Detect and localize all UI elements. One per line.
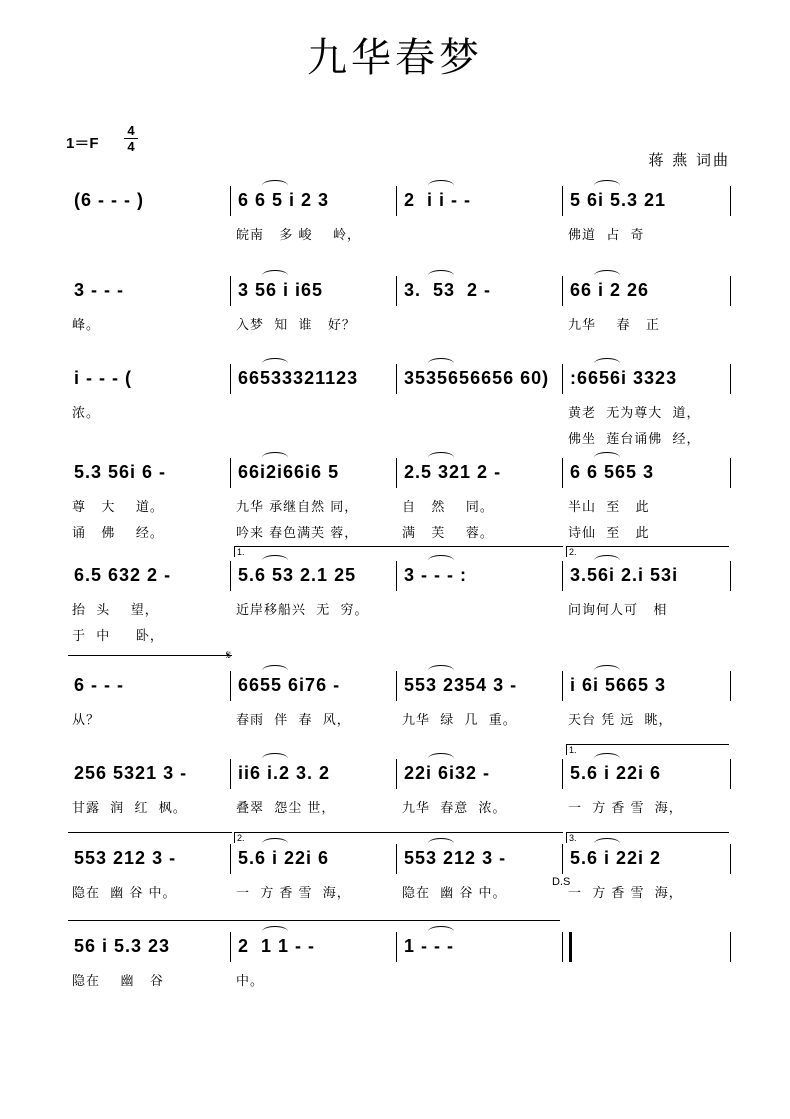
notes-row bbox=[68, 675, 732, 705]
score-system bbox=[0, 675, 790, 775]
measure-notes: 6655 6i76 - bbox=[238, 675, 341, 695]
bar-line bbox=[230, 276, 231, 306]
bar-line bbox=[730, 671, 731, 701]
bar-line bbox=[396, 186, 397, 216]
measure-notes: 5.6 i 22i 2 bbox=[570, 848, 662, 868]
slur bbox=[262, 665, 288, 676]
bar-line bbox=[562, 561, 563, 591]
lyric-text: 诵 佛 经。 bbox=[72, 526, 164, 541]
separator-line bbox=[68, 655, 232, 656]
lyric-text: 春雨 伴 春 风， bbox=[236, 713, 351, 728]
lyric-text: 隐在 幽 谷 中。 bbox=[402, 886, 507, 901]
time-signature-top: 4 bbox=[127, 123, 135, 138]
bar-line bbox=[396, 759, 397, 789]
bar-line bbox=[562, 844, 563, 874]
notes-row bbox=[68, 763, 732, 793]
lyric-text: 天台 凭 远 眺， bbox=[568, 713, 673, 728]
lyric-text: 叠翠 怨尘 世， bbox=[236, 801, 336, 816]
lyric-text: 一 方 香 雪 海， bbox=[236, 886, 351, 901]
measure-notes: 6.5 632 2 - bbox=[74, 565, 172, 585]
bar-line bbox=[396, 276, 397, 306]
bar-line bbox=[230, 932, 231, 962]
measure-notes: 553 212 3 - bbox=[74, 848, 177, 868]
slur bbox=[428, 452, 454, 463]
lyric-text: 九华 绿 几 重。 bbox=[402, 713, 517, 728]
volta-bracket-2: 2. bbox=[234, 832, 563, 843]
bar-line bbox=[562, 364, 563, 394]
ds-marking: D.S bbox=[552, 876, 571, 888]
slur bbox=[262, 270, 288, 281]
bar-line bbox=[230, 364, 231, 394]
bar-line bbox=[562, 458, 563, 488]
slur bbox=[594, 452, 620, 463]
slur bbox=[262, 180, 288, 191]
measure-notes: 1 - - - bbox=[404, 936, 454, 956]
measure-notes: 6 6 565 3 bbox=[570, 462, 655, 482]
composer-credit: 蒋 燕 词曲 bbox=[648, 151, 730, 169]
measure-notes: 2.5 321 2 - bbox=[404, 462, 502, 482]
notes-row bbox=[68, 190, 732, 220]
lyric-text: 吟来 春色满芙 蓉， bbox=[236, 526, 359, 541]
bar-line bbox=[730, 844, 731, 874]
time-signature bbox=[124, 124, 138, 153]
slur bbox=[594, 180, 620, 191]
bar-line bbox=[230, 186, 231, 216]
score-system bbox=[0, 190, 790, 290]
volta-bracket-2: 2. bbox=[566, 546, 729, 557]
bar-line bbox=[730, 458, 731, 488]
lyric-text: 自 然 同。 bbox=[402, 500, 494, 515]
notes-row bbox=[68, 848, 732, 878]
slur bbox=[428, 926, 454, 937]
lyric-text: 隐在 幽 谷 bbox=[72, 974, 164, 989]
measure-notes: 22i 6i32 - bbox=[404, 763, 491, 783]
measure-notes: 6 6 5 i 2 3 bbox=[238, 190, 330, 210]
measure-notes: ii6 i.2 3. 2 bbox=[238, 763, 331, 783]
bar-line bbox=[230, 671, 231, 701]
slur bbox=[594, 270, 620, 281]
bar-line bbox=[396, 561, 397, 591]
bar-line bbox=[396, 458, 397, 488]
lyric-text: 峰。 bbox=[72, 318, 101, 333]
lyric-text: 佛坐 莲台诵佛 经， bbox=[568, 432, 701, 447]
lyric-text: 诗仙 至 此 bbox=[568, 526, 650, 541]
measure-notes: 3535656656 60) bbox=[404, 368, 550, 388]
measure-notes: 3 - - - : bbox=[404, 565, 467, 585]
measure-notes: 66 i 2 26 bbox=[570, 280, 650, 300]
score-system bbox=[0, 368, 790, 468]
bar-line bbox=[230, 759, 231, 789]
volta-bracket-1: 1. bbox=[566, 744, 729, 755]
bar-line bbox=[230, 458, 231, 488]
time-signature-bottom: 4 bbox=[127, 139, 135, 154]
bar-line bbox=[730, 759, 731, 789]
notes-row bbox=[68, 280, 732, 310]
lyric-text: 一 方 香 雪 海， bbox=[568, 886, 683, 901]
measure-notes: 3. 53 2 - bbox=[404, 280, 492, 300]
measure-notes: 2 1 1 - - bbox=[238, 936, 316, 956]
measure-notes: 553 2354 3 - bbox=[404, 675, 518, 695]
measure-notes: 66533321123 bbox=[238, 368, 359, 388]
measure-notes: 3 - - - bbox=[74, 280, 124, 300]
slur bbox=[262, 452, 288, 463]
segno-sign: 𝄋 bbox=[226, 648, 232, 662]
measure-notes: 256 5321 3 - bbox=[74, 763, 188, 783]
separator-line bbox=[68, 920, 560, 921]
lyric-text: 九华 春意 浓。 bbox=[402, 801, 507, 816]
measure-notes: 6 - - - bbox=[74, 675, 124, 695]
measure-notes: 56 i 5.3 23 bbox=[74, 936, 171, 956]
measure-notes: 66i2i66i6 5 bbox=[238, 462, 340, 482]
measure-notes: 2 i i - - bbox=[404, 190, 472, 210]
notes-row bbox=[68, 565, 732, 595]
slur bbox=[428, 665, 454, 676]
slur bbox=[594, 665, 620, 676]
bar-line bbox=[730, 364, 731, 394]
bar-line bbox=[396, 932, 397, 962]
bar-line bbox=[562, 186, 563, 216]
bar-line bbox=[230, 844, 231, 874]
lyric-text: 一 方 香 雪 海， bbox=[568, 801, 683, 816]
lyric-text: 佛道 占 奇 bbox=[568, 228, 645, 243]
bar-line bbox=[562, 759, 563, 789]
slur bbox=[594, 358, 620, 369]
score-system bbox=[0, 565, 790, 665]
measure-notes: 5.6 i 22i 6 bbox=[570, 763, 662, 783]
lyric-text: 九华 承继自然 同， bbox=[236, 500, 359, 515]
lyric-text: 皖南 多 峻 岭， bbox=[236, 228, 362, 243]
lyric-text: 抬 头 望， bbox=[72, 603, 159, 618]
measure-notes: (6 - - - ) bbox=[74, 190, 144, 210]
measure-notes: 5.3 56i 6 - bbox=[74, 462, 167, 482]
lyric-text: 于 中 卧， bbox=[72, 629, 164, 644]
measure-notes: 5 6i 5.3 21 bbox=[570, 190, 667, 210]
slur bbox=[428, 270, 454, 281]
song-title: 九华春梦 bbox=[307, 35, 483, 81]
bar-line bbox=[562, 671, 563, 701]
lyric-text: 从？ bbox=[72, 713, 101, 728]
bar-line bbox=[562, 276, 563, 306]
measure-notes: i 6i 5665 3 bbox=[570, 675, 667, 695]
lyric-text: 九华 春 正 bbox=[568, 318, 660, 333]
key-signature: 1＝F bbox=[66, 135, 99, 152]
score-system bbox=[0, 848, 790, 948]
slur bbox=[262, 753, 288, 764]
measure-notes: 5.6 53 2.1 25 bbox=[238, 565, 357, 585]
lyric-text: 满 芙 蓉。 bbox=[402, 526, 494, 541]
notes-row bbox=[68, 936, 732, 966]
slur bbox=[428, 180, 454, 191]
separator-line bbox=[68, 832, 232, 833]
bar-line bbox=[730, 561, 731, 591]
notes-row bbox=[68, 368, 732, 398]
lyric-text: 浓。 bbox=[72, 406, 101, 421]
measure-notes: 3.56i 2.i 53i bbox=[570, 565, 679, 585]
volta-bracket-3: 3. bbox=[566, 832, 729, 843]
bar-line bbox=[230, 561, 231, 591]
slur bbox=[262, 926, 288, 937]
lyric-text: 黄老 无为尊大 道， bbox=[568, 406, 701, 421]
lyric-text: 隐在 幽 谷 中。 bbox=[72, 886, 177, 901]
score-system bbox=[0, 936, 790, 1036]
lyric-text: 甘露 润 红 枫。 bbox=[72, 801, 187, 816]
volta-bracket-1: 1. bbox=[234, 546, 563, 557]
bar-line bbox=[730, 932, 731, 962]
measure-notes: i - - - ( bbox=[74, 368, 132, 388]
lyric-text: 半山 至 此 bbox=[568, 500, 650, 515]
lyric-text: 中。 bbox=[236, 974, 265, 989]
bar-line bbox=[396, 844, 397, 874]
lyric-text: 近岸移船兴 无 穷。 bbox=[236, 603, 369, 618]
measure-notes: 3 56 i i65 bbox=[238, 280, 324, 300]
lyric-text: 尊 大 道。 bbox=[72, 500, 164, 515]
slur bbox=[428, 753, 454, 764]
measure-notes: 5.6 i 22i 6 bbox=[238, 848, 330, 868]
bar-line bbox=[730, 186, 731, 216]
measure-notes: :6656i 3323 bbox=[570, 368, 678, 388]
bar-line bbox=[396, 364, 397, 394]
score-system bbox=[0, 280, 790, 380]
slur bbox=[262, 358, 288, 369]
lyric-text: 入梦 知 谁 好？ bbox=[236, 318, 356, 333]
notes-row bbox=[68, 462, 732, 492]
slur bbox=[428, 358, 454, 369]
measure-notes: 553 212 3 - bbox=[404, 848, 507, 868]
lyric-text: 问询何人可 相 bbox=[568, 603, 668, 618]
bar-line bbox=[396, 671, 397, 701]
bar-line bbox=[562, 932, 572, 962]
bar-line bbox=[730, 276, 731, 306]
